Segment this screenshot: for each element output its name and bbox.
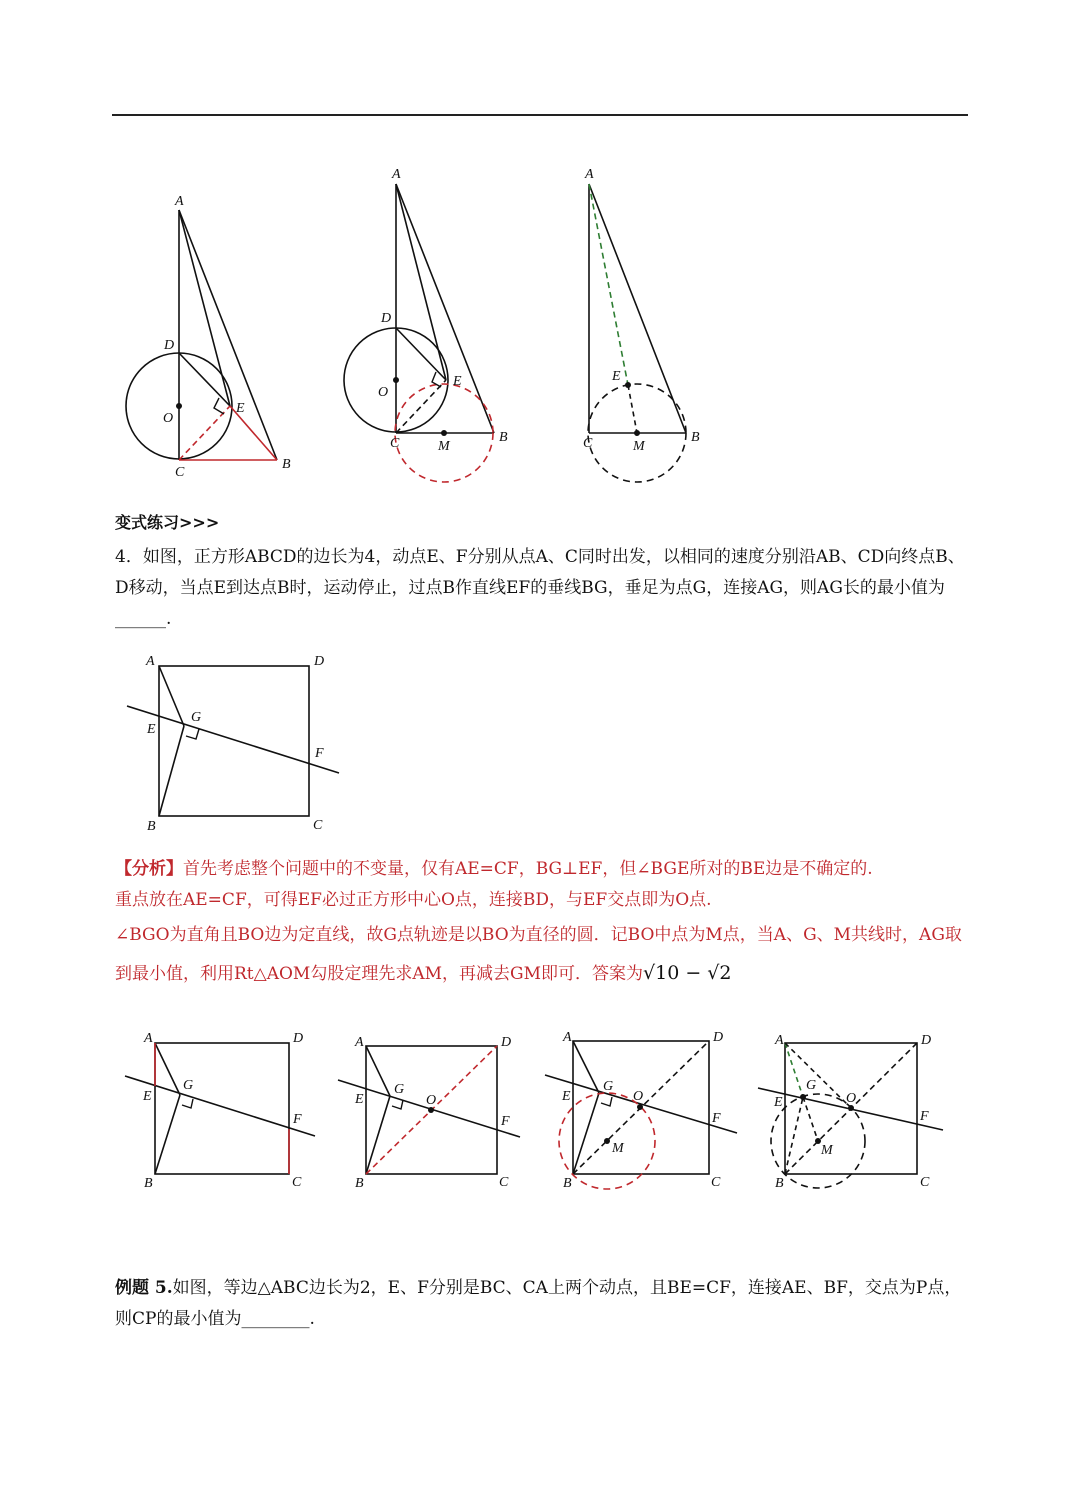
- fig2-label-a: A: [392, 167, 401, 182]
- fig1-label-d: D: [164, 338, 175, 353]
- analysis-figure-4: [758, 1043, 943, 1188]
- a3-label-f: F: [712, 1111, 721, 1126]
- a1-label-d: D: [293, 1031, 304, 1046]
- a4-label-o: O: [846, 1091, 857, 1106]
- a4-label-c: C: [920, 1175, 930, 1190]
- a4-label-d: D: [921, 1033, 932, 1048]
- fig2-label-b: B: [499, 430, 508, 445]
- question-4-text: 如图，正方形ABCD的边长为4，动点E、F分别从点A、C同时出发，以相同的速度分别沿AB、CD向终点B、D移动，当点E到达点B时，运动停止，过点B作直线EF的垂线BG，垂足为点G，连接AG，则AG长的最小值为______.: [115, 547, 965, 629]
- analysis-line-1: 【分析】首先考虑整个问题中的不变量，仅有AE=CF，BG⊥EF，但∠BGE所对的BE边是不确定的.: [115, 859, 873, 879]
- analysis-line-2: 重点放在AE=CF，可得EF必过正方形中心O点，连接BD，与EF交点即为O点.: [115, 890, 712, 910]
- a1-label-g: G: [183, 1078, 194, 1093]
- a4-label-a: A: [775, 1033, 784, 1048]
- fig1-label-a: A: [175, 194, 184, 209]
- q4-square-figure: [127, 666, 339, 816]
- a1-label-c: C: [292, 1175, 302, 1190]
- example-5-label: 例题 5.: [115, 1278, 173, 1298]
- fig2-label-c: C: [390, 436, 400, 451]
- a3-label-d: D: [713, 1030, 724, 1045]
- fig3-label-e: E: [612, 369, 621, 384]
- question-4-number: 4．: [115, 547, 143, 567]
- figure-1: [126, 210, 277, 460]
- fig2-label-d: D: [381, 311, 392, 326]
- analysis-block: [115, 854, 975, 993]
- q4-label-f: F: [315, 746, 324, 761]
- example-5: [115, 1273, 975, 1335]
- fig3-label-b: B: [691, 430, 700, 445]
- fig2-label-e: E: [453, 374, 462, 389]
- analysis-figure-3: [545, 1041, 737, 1189]
- figure-2: [344, 184, 494, 482]
- a4-label-m: M: [821, 1143, 833, 1158]
- a2-label-d: D: [501, 1035, 512, 1050]
- a4-label-b: B: [775, 1176, 784, 1191]
- q4-label-a: A: [146, 654, 155, 669]
- a3-label-b: B: [563, 1176, 572, 1191]
- fig3-label-c: C: [583, 436, 593, 451]
- fig1-label-o: O: [163, 411, 174, 426]
- fig1-label-b: B: [282, 457, 291, 472]
- q4-label-e: E: [147, 722, 156, 737]
- analysis-line-3: ∠BGO为直角且BO边为定直线，故G点轨迹是以BO为直径的圆．记BO中点为M点，当A、G、M共线时，AG取到最小值，利用Rt△AOM勾股定理先求AM，再减去GM即可．答案为√10 − √2: [115, 925, 962, 984]
- a3-label-e: E: [562, 1089, 571, 1104]
- analysis-label: 【分析】: [115, 859, 183, 879]
- a3-label-c: C: [711, 1175, 721, 1190]
- example-5-text: 如图，等边△ABC边长为2，E、F分别是BC、CA上两个动点，且BE=CF，连接AE、BF，交点为P点，则CP的最小值为________.: [115, 1278, 962, 1329]
- a2-label-c: C: [499, 1175, 509, 1190]
- analysis-figure-1: [125, 1043, 315, 1174]
- fig2-label-m: M: [438, 439, 450, 454]
- a2-label-e: E: [355, 1092, 364, 1107]
- a1-label-f: F: [293, 1112, 302, 1127]
- a1-label-b: B: [144, 1176, 153, 1191]
- fig1-label-c: C: [175, 465, 185, 480]
- a1-label-a: A: [144, 1031, 153, 1046]
- a3-label-a: A: [563, 1030, 572, 1045]
- a3-label-o: O: [633, 1089, 644, 1104]
- q4-label-b: B: [147, 819, 156, 834]
- q4-label-d: D: [314, 654, 325, 669]
- fig2-label-o: O: [378, 385, 389, 400]
- fig1-label-e: E: [236, 401, 245, 416]
- figure-3: [588, 184, 686, 482]
- answer-formula: √10 − √2: [643, 962, 732, 984]
- a2-label-f: F: [501, 1114, 510, 1129]
- a1-label-e: E: [143, 1089, 152, 1104]
- a2-label-b: B: [355, 1176, 364, 1191]
- section-title: 变式练习>>>: [115, 513, 220, 532]
- question-4: [115, 542, 975, 635]
- a3-label-g: G: [603, 1079, 614, 1094]
- q4-label-g: G: [191, 710, 202, 725]
- fig3-label-a: A: [585, 167, 594, 182]
- a3-label-m: M: [612, 1141, 624, 1156]
- fig3-label-m: M: [633, 439, 645, 454]
- a4-label-e: E: [774, 1095, 783, 1110]
- a2-label-o: O: [426, 1093, 437, 1108]
- a2-label-g: G: [394, 1082, 405, 1097]
- q4-label-c: C: [313, 818, 323, 833]
- a4-label-g: G: [806, 1078, 817, 1093]
- a4-label-f: F: [920, 1109, 929, 1124]
- a2-label-a: A: [355, 1035, 364, 1050]
